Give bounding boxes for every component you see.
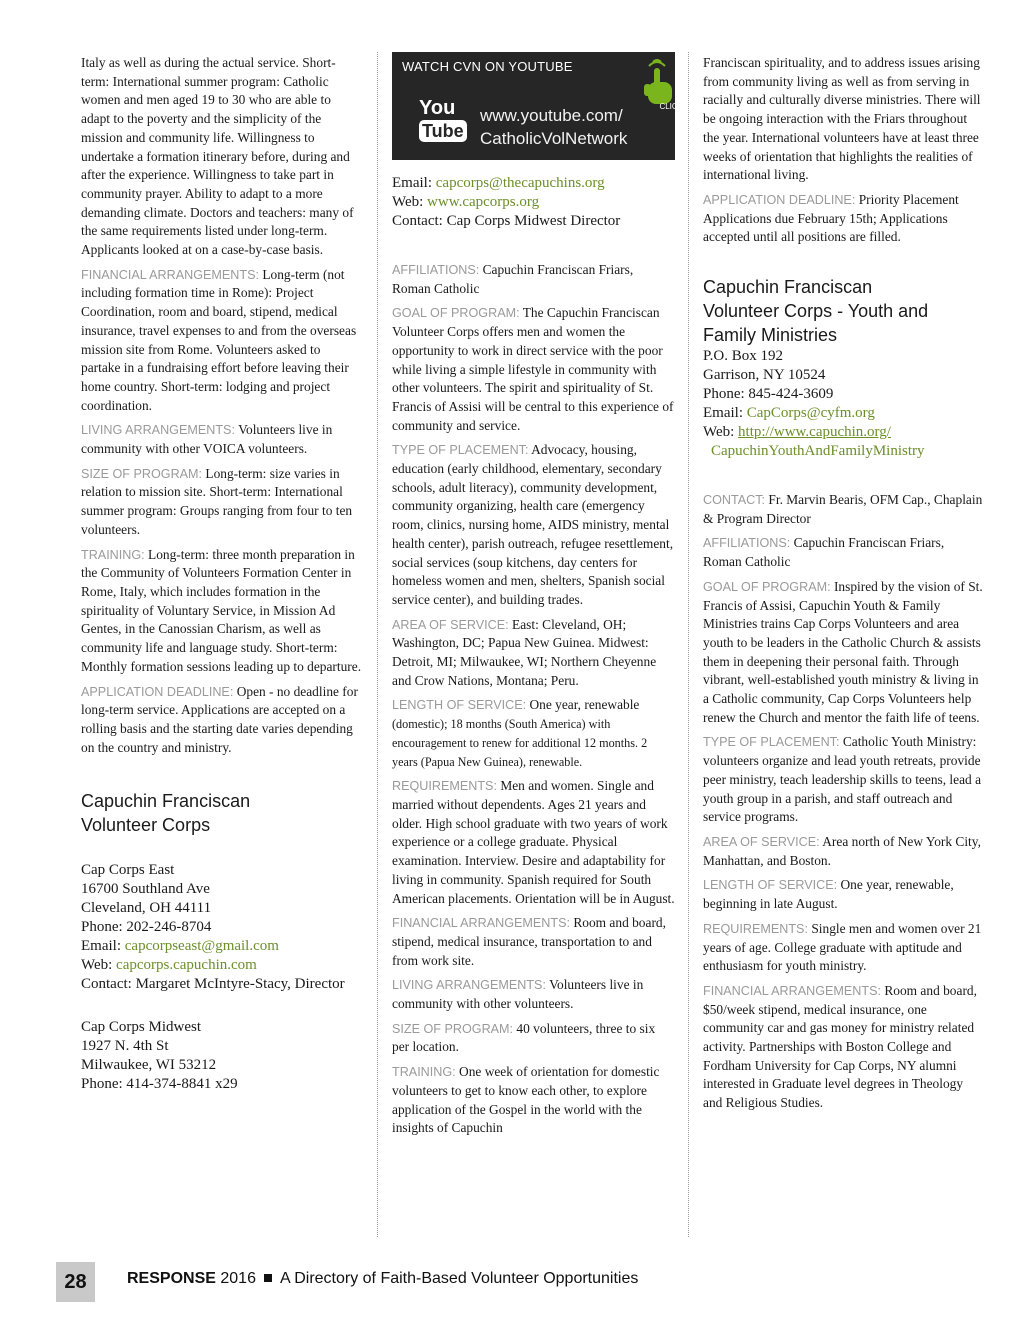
label: AREA OF SERVICE: — [703, 834, 820, 849]
value: Priority Placement Applications due February 15th; Applications accepted until all positions are filled. — [703, 191, 959, 245]
value: Advocacy, housing, education (early childhood, elementary, secondary schools, adult literacy), community development, community organizing, health care (emergency room, clinics, nursing home, AIDS ministry, mental health center), parish outreach, refugee resettlement, social services (soup kitchens, day centers for homeless women and men, shelters, Spanish social service center), and building trades. — [392, 442, 674, 607]
youtube-url[interactable] — [480, 104, 627, 150]
label: AREA OF SERVICE: — [392, 617, 509, 632]
footer-brand: RESPONSE — [127, 1270, 216, 1287]
web-prefix: Web: — [81, 957, 113, 974]
value: The Capuchin Franciscan Volunteer Corps offers men and women the opportunity to work in direct service with the poor while living a simple lifestyle in community with other volunteers. The spirit and spirituality of St. Francis of Assisi will be central to this experience of community and service. — [392, 305, 674, 433]
email-prefix: Email: — [392, 175, 432, 191]
org-title-line: Volunteer Corps — [81, 815, 211, 836]
contact: Contact: Cap Corps Midwest Director — [392, 213, 621, 229]
label: CONTACT: — [703, 493, 766, 508]
city: Cleveland, OH 44111 — [81, 900, 212, 917]
voica-financial — [81, 266, 363, 416]
cap-length — [392, 696, 675, 771]
column-2 — [392, 54, 683, 1144]
org-title-youth-family — [703, 275, 985, 347]
square-bullet-icon — [264, 1274, 272, 1282]
label: TRAINING: — [392, 1065, 456, 1080]
label: TRAINING: — [81, 547, 145, 562]
value: Room and board, stipend, medical insurance, transportation to and from work site. — [392, 915, 666, 968]
web-link-continued[interactable]: CapuchinYouthAndFamilyMinistry — [711, 443, 925, 460]
youtube-heading: WATCH CVN ON YOUTUBE — [402, 59, 573, 74]
value: Volunteers live in community with other volunteers. — [392, 977, 644, 1012]
label: REQUIREMENTS: — [392, 779, 497, 794]
voica-size — [81, 465, 363, 540]
value: Single men and women over 21 years of age. College graduate with aptitude and enthusiasm for youth ministry. — [703, 920, 982, 974]
web-link[interactable]: http://www.capuchin.org/ — [738, 424, 891, 441]
column-3 — [703, 54, 985, 1119]
youtube-logo-you: You — [419, 97, 456, 119]
cap-deadline — [703, 191, 985, 247]
org-title-line: Capuchin Franciscan — [81, 791, 251, 812]
email-link[interactable]: CapCorps@cyfm.org — [746, 405, 875, 422]
city: Milwaukee, WI 53212 — [81, 1057, 217, 1074]
email-link[interactable]: capcorpseast@gmail.com — [124, 938, 279, 955]
value: 40 volunteers, three to six per location. — [392, 1020, 656, 1055]
cap-training-continued: Franciscan spirituality, and to address issues arising from community living as well as from serving in racially and culturally diverse ministries. There will be ongoing interaction with the Friars throughout the year. International volunteers have at least three weeks of orientation that highlights the realities of international living. — [703, 55, 981, 183]
cap-requirements — [392, 777, 675, 908]
footer-subtitle: A Directory of Faith-Based Volunteer Opportunities — [279, 1270, 639, 1287]
po-box: P.O. Box 192 — [703, 348, 784, 365]
value: Fr. Marvin Bearis, OFM Cap., Chaplain & Program Director — [703, 492, 983, 526]
column-divider-1 — [377, 52, 378, 1237]
label: LIVING ARRANGEMENTS: — [392, 978, 546, 993]
youtube-url-line: www.youtube.com/ — [480, 106, 623, 125]
value: Capuchin Franciscan Friars, Roman Catholic — [703, 535, 945, 570]
value: Room and board, $50/week stipend, medical insurance, one community car and gas money for ministry related activity. Partnerships with Boston College and Fordham University for Cap Corps, NY alumni interested in Graduate level degrees in Theology and Religious Studies. — [703, 982, 977, 1111]
page-footer — [56, 1262, 976, 1302]
email-line — [81, 937, 363, 956]
cap-living — [392, 976, 675, 1013]
label: SIZE OF PROGRAM: — [81, 466, 203, 481]
label: GOAL OF PROGRAM: — [392, 306, 520, 321]
email-line — [703, 404, 985, 423]
value-small: (domestic); 18 months (South America) with encouragement to renew for additional 12 months. 2 years (Papua New Guinea), renewable. — [392, 717, 648, 769]
yfm-goal — [703, 578, 985, 728]
label: APPLICATION DEADLINE: — [81, 684, 234, 699]
web-line — [81, 956, 363, 975]
footer-title — [127, 1270, 638, 1288]
value: Area north of New York City, Manhattan, and Boston. — [703, 833, 981, 868]
yfm-length — [703, 876, 985, 913]
yfm-financial — [703, 982, 985, 1113]
voica-living — [81, 421, 363, 458]
value: One week of orientation for domestic volunteers to get to know each other, to explore application of the Gospel in the world with the insights of Capuchin — [392, 1064, 660, 1136]
web-prefix: Web: — [392, 194, 424, 210]
value: Men and women. Single and married without dependents. Ages 21 years and older. High school graduate with two years of work experience or a college graduate. Physical examination. Interview. Desire and adaptability for living in community. Spanish required for South American placements. Orientation will be in August. — [392, 778, 675, 906]
cap-area — [392, 616, 675, 691]
email-line — [392, 174, 675, 193]
footer-year: 2016 — [220, 1270, 256, 1287]
web-prefix: Web: — [703, 424, 735, 441]
value: One year, renewable — [529, 697, 640, 713]
cap-financial — [392, 914, 675, 970]
email-prefix: Email: — [703, 405, 743, 422]
label: SIZE OF PROGRAM: — [392, 1021, 514, 1036]
value: One year, renewable, beginning in late August. — [703, 877, 954, 912]
yfm-contact — [703, 491, 985, 528]
value: Open - no deadline for long-term service. Applications are accepted on a rolling basis and the starting date varies depending on the country and ministry. — [81, 683, 358, 755]
value: Long-term (not including formation time in Rome): Project Coordination, room and board, stipend, medical insurance, travel expenses to and from the overseas mission site from Rome. Volunteers asked to partake in a fundraising effort before leaving their home country. Short-term: lodging and project coordination. — [81, 266, 357, 413]
yfm-area — [703, 833, 985, 870]
contact: Contact: Margaret McIntyre-Stacy, Director — [81, 976, 345, 993]
value: Volunteers live in community with other VOICA volunteers. — [81, 422, 333, 457]
web-line — [703, 423, 985, 442]
voica-training — [81, 546, 363, 677]
phone: Phone: 202-246-8704 — [81, 919, 212, 936]
label: AFFILIATIONS: — [392, 263, 480, 277]
click-label: CLICK — [659, 102, 683, 111]
email-prefix: Email: — [81, 938, 121, 955]
page-number: 28 — [56, 1262, 95, 1302]
cap-corps-east-address — [81, 861, 363, 994]
voica-requirements-text: Italy as well as during the actual service. Short-term: International summer program: Catholic women and men aged 19 to 30 who are able to adapt to the poverty and the simplicity of the mission and community life. Willingness to undertake a formation itinerary before, during and after the experience. Willingness to take part in community prayer. Ability to adapt to a more demanding climate. Doctors and teachers: many of the same requirements listed under long-term. Applicants looked at on a case-by-case basis. — [81, 55, 354, 258]
street: 1927 N. 4th St — [81, 1038, 169, 1055]
youtube-url-line: CatholicVolNetwork — [480, 129, 628, 148]
label: LENGTH OF SERVICE: — [703, 878, 838, 893]
cap-corps-midwest-title: Cap Corps Midwest — [81, 1019, 201, 1036]
label: APPLICATION DEADLINE: — [703, 192, 856, 207]
cap-corps-east-title: Cap Corps East — [81, 862, 175, 879]
label: GOAL OF PROGRAM: — [703, 579, 831, 594]
org-title-line: Capuchin Franciscan — [703, 277, 873, 298]
label: FINANCIAL ARRANGEMENTS: — [81, 267, 259, 282]
org-title-line: Family Ministries — [703, 325, 838, 346]
label: LIVING ARRANGEMENTS: — [81, 423, 235, 438]
org-title-line: Volunteer Corps - Youth and — [703, 301, 929, 322]
phone: Phone: 845-424-3609 — [703, 386, 834, 403]
label: FINANCIAL ARRANGEMENTS: — [703, 983, 881, 998]
youtube-banner[interactable] — [392, 52, 683, 160]
value: East: Cleveland, OH; Washington, DC; Papua New Guinea. Midwest: Detroit, MI; Milwaukee, WI; Northern Cheyenne and Crow Nations, Montana; Peru. — [392, 616, 657, 688]
email-link[interactable]: capcorps@thecapuchins.org — [435, 175, 605, 191]
youtube-logo-tube: Tube — [419, 120, 467, 142]
column-1 — [81, 54, 363, 1094]
youth-family-address — [703, 347, 985, 461]
city: Garrison, NY 10524 — [703, 367, 826, 384]
column-divider-2 — [688, 52, 689, 1237]
label: REQUIREMENTS: — [703, 921, 808, 936]
cap-affiliations — [392, 261, 675, 298]
cap-corps-midwest-address — [81, 1018, 363, 1094]
street: 16700 Southland Ave — [81, 881, 210, 898]
web-link[interactable]: capcorps.capuchin.com — [116, 957, 257, 974]
cap-placement — [392, 441, 675, 609]
youtube-logo-icon — [419, 98, 465, 143]
phone: Phone: 414-374-8841 x29 — [81, 1076, 238, 1093]
label: LENGTH OF SERVICE: — [392, 698, 527, 713]
value: Long-term: three month preparation in the Community of Volunteers Formation Center in Rome, Italy, which includes formation in the spirituality of Voluntary Service, in Mission Ad Gentes, in the Canossian Charism, as well as community life and language study. Short-term: Monthly formation sessions leading up to departure. — [81, 546, 362, 674]
value: Long-term: size varies in relation to mission site. Short-term: International summer program: Groups ranging from four to ten volunteers. — [81, 465, 353, 537]
value: Capuchin Franciscan Friars, Roman Catholic — [392, 262, 634, 296]
label: TYPE OF PLACEMENT: — [392, 443, 529, 458]
web-line-continued — [703, 442, 985, 461]
label: TYPE OF PLACEMENT: — [703, 735, 840, 750]
cap-size — [392, 1020, 675, 1057]
label: FINANCIAL ARRANGEMENTS: — [392, 916, 570, 931]
yfm-requirements — [703, 920, 985, 976]
value: Catholic Youth Ministry: volunteers organize and lead youth retreats, provide peer ministry, teach leadership skills to teens, lead a youth group in a parish, and staff outreach and service programs. — [703, 734, 982, 825]
web-line — [392, 193, 675, 212]
yfm-placement — [703, 733, 985, 827]
web-link[interactable]: www.capcorps.org — [427, 194, 540, 210]
yfm-affiliations — [703, 534, 985, 571]
value: Inspired by the vision of St. Francis of Assisi, Capuchin Youth & Family Ministries trains Cap Corps Volunteers and area youth to be leaders in the Catholic Church & assists them in deepening their personal faith. Through vibrant, well-established youth ministry & living in a Catholic community, Cap Corps Volunteers help renew the Church and mentor the faith life of teens. — [703, 578, 983, 725]
label: AFFILIATIONS: — [703, 536, 791, 551]
cap-training — [392, 1063, 675, 1138]
cap-goal — [392, 304, 675, 435]
cap-corps-midwest-contact — [392, 174, 675, 231]
voica-deadline — [81, 683, 363, 758]
org-title-cap-corps — [81, 789, 363, 837]
